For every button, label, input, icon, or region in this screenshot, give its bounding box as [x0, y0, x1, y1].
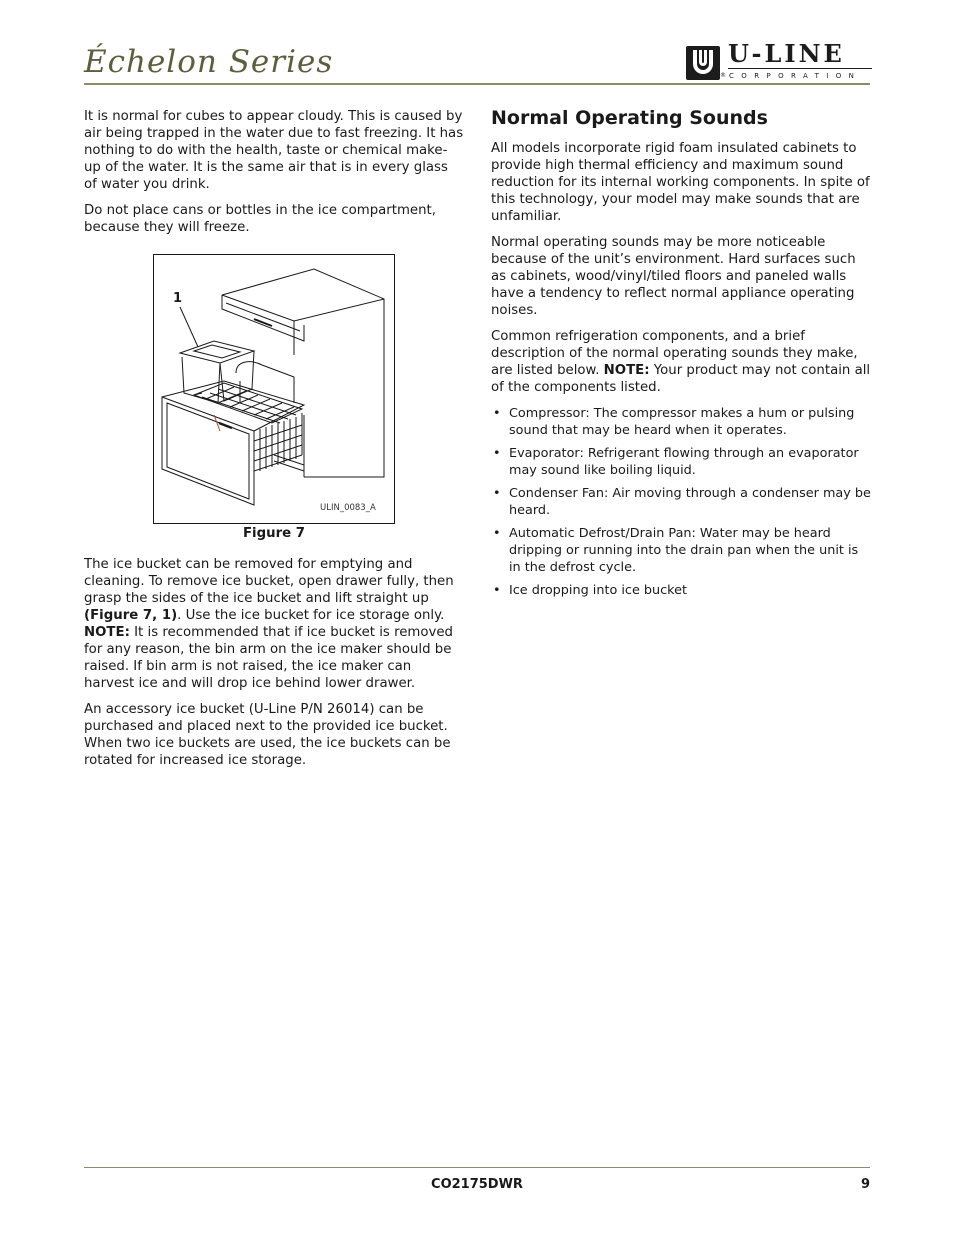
left-column-lower: [84, 556, 464, 778]
u-line-logo: [686, 39, 872, 80]
u-line-logo-mark-icon: [686, 46, 720, 80]
list-item: • Automatic Defrost/Drain Pan: Water may be heard dripping or running into the drain pan when the unit is in the defrost cycle.: [491, 525, 873, 576]
paragraph-cans-bottles: Do not place cans or bottles in the ice compartment, because they will freeze.: [84, 203, 436, 235]
figure-callout-number: 1: [173, 291, 183, 306]
logo-registered-mark: ®: [720, 72, 726, 79]
logo-brand-sub: CORPORATION: [729, 72, 862, 80]
logo-brand-name: U-LINE: [728, 39, 845, 68]
note-label: NOTE:: [603, 363, 650, 378]
paragraph-environment: Normal operating sounds may be more noticeable because of the unit’s environment. Hard surfaces such as cabinets, wood/vinyl/tiled floors and paneled walls have a tendency to reflect normal appliance operating noises.: [491, 235, 856, 318]
paragraph-ice-bucket-removal: The ice bucket can be removed for emptying and cleaning. To remove ice bucket, open drawer fully, then grasp the sides of the ice bucket and lift straight up (Figure 7, 1). Use the ice bucket for ice storage only. NOTE: It is recommended that if ice bucket is removed for any reason, the bin arm on the ice maker should be raised. If bin arm is not raised, the ice maker can harvest ice and will drop ice behind lower drawer.: [84, 557, 454, 691]
figure-reference: (Figure 7, 1): [84, 608, 178, 623]
page-number: 9: [860, 1177, 870, 1192]
list-item: • Evaporator: Refrigerant flowing through an evaporator may sound like boiling liquid.: [491, 445, 873, 479]
footer-divider: [84, 1167, 870, 1168]
paragraph-accessory-bucket: An accessory ice bucket (U-Line P/N 26014) can be purchased and placed next to the provided ice bucket. When two ice buckets are used, the ice buckets can be rotated for increased ice storage.: [84, 702, 451, 768]
paragraph-components-intro: Common refrigeration components, and a brief description of the normal operating sounds they make, are listed below. NOTE: Your product may not contain all of the components listed.: [491, 329, 871, 395]
right-column: [491, 106, 873, 605]
list-item: • Ice dropping into ice bucket: [491, 582, 873, 599]
paragraph-cloudy-cubes: It is normal for cubes to appear cloudy. This is caused by air being trapped in the water due to fast freezing. It has nothing to do with the health, taste or chemical make-up of the water. It is the same air that is in every glass of water you drink.: [84, 109, 464, 192]
figure-7-illustration: [153, 254, 395, 524]
footer-model-number: CO2175DWR: [431, 1177, 523, 1192]
sounds-list: [491, 405, 873, 599]
list-item: • Compressor: The compressor makes a hum or pulsing sound that may be heard when it operates.: [491, 405, 873, 439]
ice-maker-drawer-drawing: [154, 255, 396, 525]
paragraph-foam-insulation: All models incorporate rigid foam insulated cabinets to provide high thermal efficiency and maximum sound reduction for its internal working components. In spite of this technology, your model may make sounds that are unfamiliar.: [491, 141, 870, 224]
note-label: NOTE:: [84, 625, 130, 640]
header-divider: [84, 83, 870, 85]
list-item: • Condenser Fan: Air moving through a condenser may be heard.: [491, 485, 873, 519]
left-column: [84, 108, 464, 245]
figure-caption: Figure 7: [242, 526, 306, 541]
figure-code: ULIN_0083_A: [320, 503, 376, 513]
series-title: Échelon Series: [84, 44, 334, 80]
section-title: Normal Operating Sounds: [491, 107, 768, 129]
